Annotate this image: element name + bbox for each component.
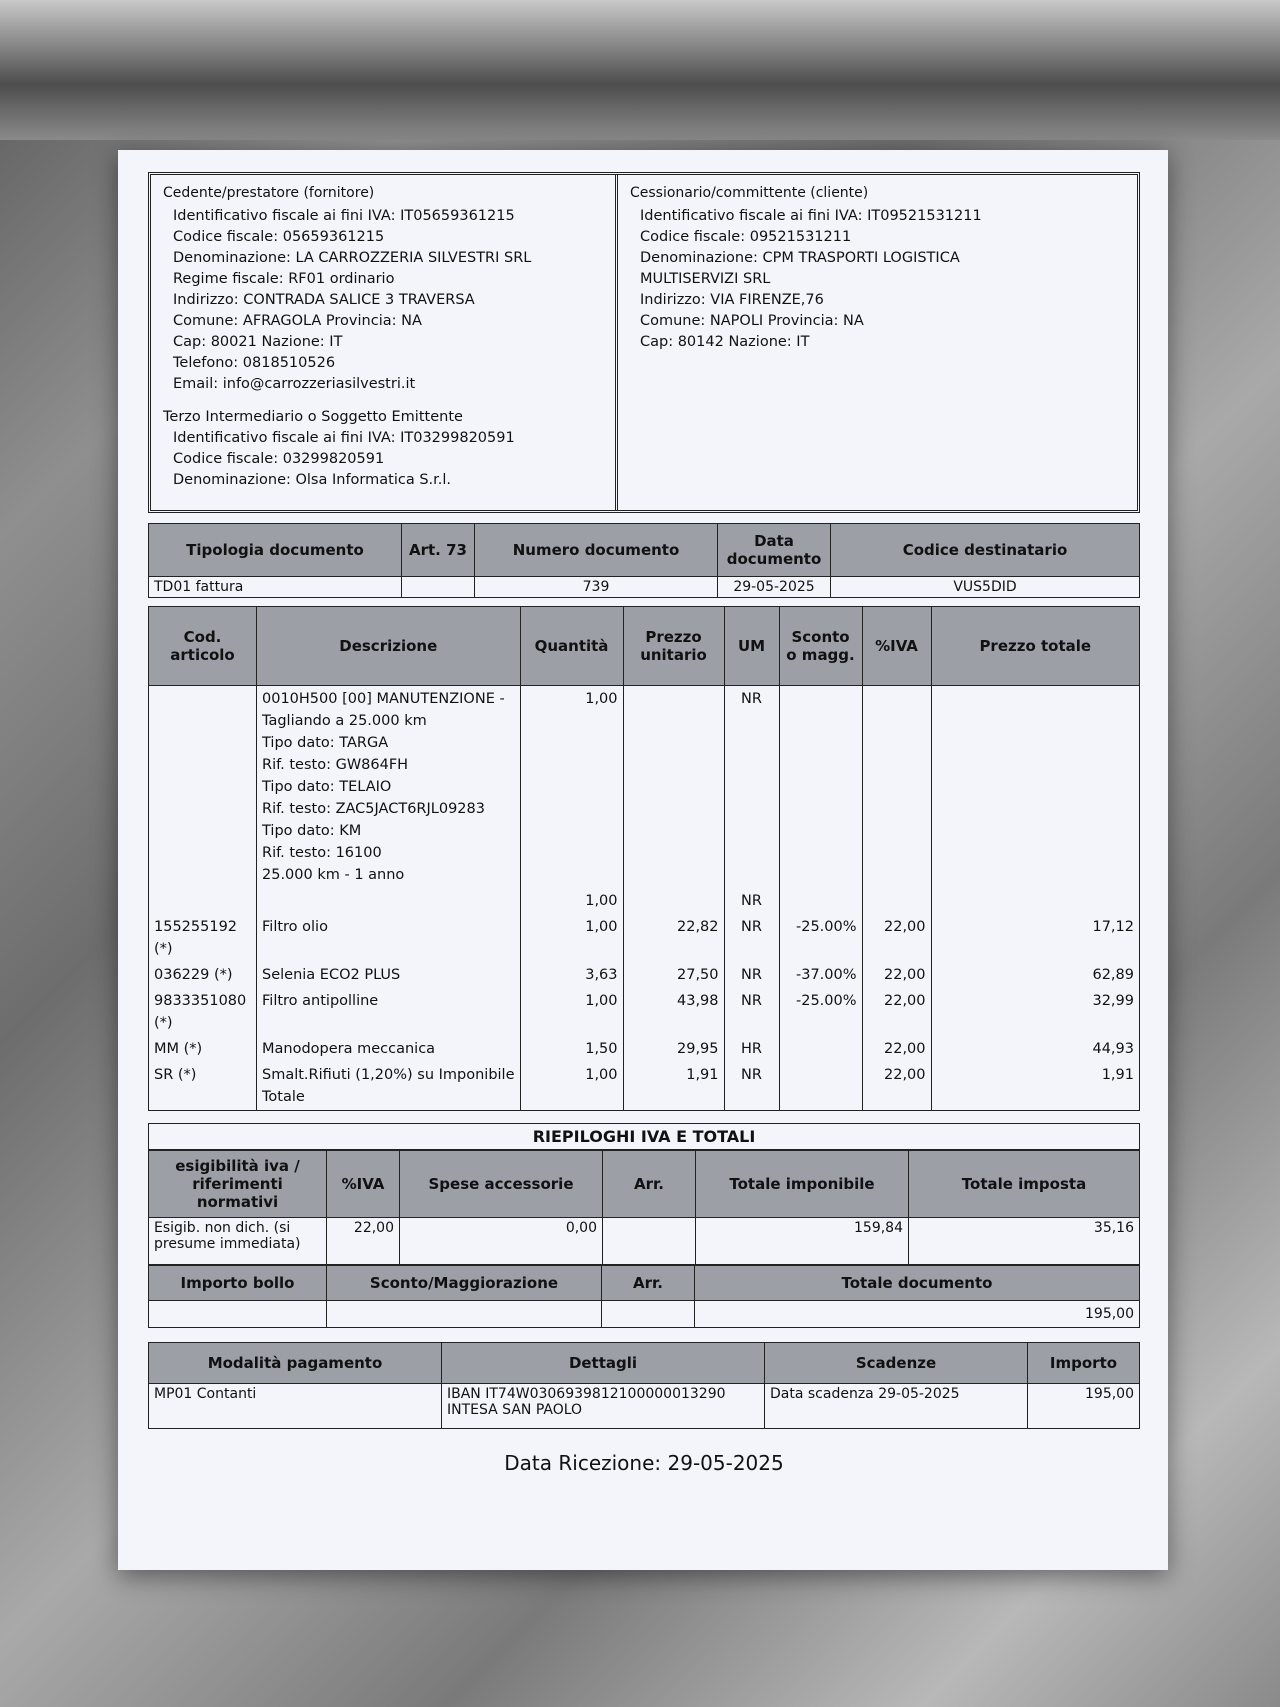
imponibile-value: 159,84	[696, 1218, 909, 1265]
cell-descrizione	[257, 914, 521, 962]
cell-totale: 17,12	[931, 914, 1139, 962]
cell-um: NR	[724, 686, 779, 889]
cell-totale: 32,99	[931, 988, 1139, 1036]
cell-sconto	[779, 1062, 862, 1111]
table-row	[149, 888, 1140, 914]
header-spese: Spese accessorie	[400, 1151, 603, 1218]
modalita-value: MP01 Contanti	[149, 1384, 442, 1429]
cessionario-box	[618, 175, 1137, 510]
banca-value: INTESA SAN PAOLO	[447, 1402, 583, 1418]
cessionario-line: MULTISERVIZI SRL	[640, 271, 771, 287]
description-line: Rif. testo: ZAC5JACT6RJL09283	[262, 801, 485, 817]
description-line: Selenia ECO2 PLUS	[262, 967, 401, 983]
description-line: Rif. testo: GW864FH	[262, 757, 409, 773]
cell-um: NR	[724, 1062, 779, 1111]
header-quantita: Quantità	[520, 607, 623, 686]
invoice-paper	[118, 150, 1168, 1570]
cell-iva: 22,00	[862, 988, 931, 1036]
cell-prezzo-unitario	[623, 686, 724, 889]
cell-prezzo-unitario: 43,98	[623, 988, 724, 1036]
data-value: 29-05-2025	[718, 577, 831, 598]
header-importo: Importo	[1028, 1343, 1140, 1384]
header-riep-arr: Arr.	[603, 1151, 696, 1218]
cessionario-line: Cap: 80142 Nazione: IT	[640, 334, 810, 350]
header-sconto-magg: Sconto/Maggiorazione	[327, 1266, 602, 1301]
cedente-line: Identificativo fiscale ai fini IVA: IT05659361215	[173, 208, 515, 224]
header-codice-destinatario: Codice destinatario	[831, 524, 1140, 577]
scadenze-value: Data scadenza 29-05-2025	[765, 1384, 1028, 1429]
cell-quantita: 1,00	[520, 888, 623, 914]
cell-descrizione	[257, 988, 521, 1036]
cessionario-line: Identificativo fiscale ai fini IVA: IT09521531211	[640, 208, 982, 224]
header-iva: %IVA	[862, 607, 931, 686]
cell-descrizione	[257, 1036, 521, 1062]
header-bollo: Importo bollo	[149, 1266, 327, 1301]
table-row	[149, 962, 1140, 988]
importo-value: 195,00	[1028, 1384, 1140, 1429]
cell-totale	[931, 888, 1139, 914]
description-line: Tipo dato: TELAIO	[262, 779, 392, 795]
totale-documento-value: 195,00	[695, 1301, 1140, 1328]
riep-iva-value: 22,00	[327, 1218, 400, 1265]
imposta-value: 35,16	[909, 1218, 1140, 1265]
cedente-line: Telefono: 0818510526	[173, 355, 336, 371]
cell-quantita: 1,50	[520, 1036, 623, 1062]
cell-totale	[931, 686, 1139, 889]
cell-quantita: 3,63	[520, 962, 623, 988]
header-riep-arr2: Arr.	[602, 1266, 695, 1301]
header-descrizione: Descrizione	[257, 607, 521, 686]
cell-descrizione	[257, 1062, 521, 1111]
description-line: Totale	[262, 1089, 305, 1105]
table-row	[149, 1036, 1140, 1062]
line-items-body	[149, 686, 1140, 1111]
header-data: Data documento	[718, 524, 831, 577]
description-line: Rif. testo: 16100	[262, 845, 382, 861]
cell-cod	[149, 888, 257, 914]
cell-quantita: 1,00	[520, 1062, 623, 1111]
cell-cod: SR (*)	[149, 1062, 257, 1111]
cell-sconto	[779, 888, 862, 914]
header-scadenze: Scadenze	[765, 1343, 1028, 1384]
cedente-line: Indirizzo: CONTRADA SALICE 3 TRAVERSA	[173, 292, 475, 308]
dettagli-value	[442, 1384, 765, 1429]
spese-value: 0,00	[400, 1218, 603, 1265]
cell-descrizione	[257, 962, 521, 988]
bollo-value	[149, 1301, 327, 1328]
header-um: UM	[724, 607, 779, 686]
cell-descrizione	[257, 888, 521, 914]
description-line: Tipo dato: TARGA	[262, 735, 389, 751]
description-line: 25.000 km - 1 anno	[262, 867, 405, 883]
description-line: Smalt.Rifiuti (1,20%) su Imponibile	[262, 1067, 515, 1083]
cell-um: NR	[724, 962, 779, 988]
riepilogo-table	[148, 1150, 1140, 1265]
numero-value: 739	[475, 577, 718, 598]
riep-arr2-value	[602, 1301, 695, 1328]
cell-cod: 9833351080 (*)	[149, 988, 257, 1036]
line-items-table	[148, 606, 1140, 1111]
iban-value: IBAN IT74W0306939812100000013290	[447, 1386, 726, 1402]
header-totale-documento: Totale documento	[695, 1266, 1140, 1301]
riep-arr-value	[603, 1218, 696, 1265]
terzo-line: Denominazione: Olsa Informatica S.r.l.	[173, 472, 452, 488]
header-modalita: Modalità pagamento	[149, 1343, 442, 1384]
cell-iva: 22,00	[862, 1062, 931, 1111]
tipologia-value: TD01 fattura	[149, 577, 402, 598]
cell-iva	[862, 686, 931, 889]
header-sconto: Sconto o magg.	[779, 607, 862, 686]
header-art73: Art. 73	[402, 524, 475, 577]
invoice-content	[148, 172, 1140, 1475]
cell-um: NR	[724, 988, 779, 1036]
header-prezzo-totale: Prezzo totale	[931, 607, 1139, 686]
data-ricezione: Data Ricezione: 29-05-2025	[504, 1451, 784, 1475]
cedente-line: Regime fiscale: RF01 ordinario	[173, 271, 395, 287]
cessionario-line: Denominazione: CPM TRASPORTI LOGISTICA	[640, 250, 960, 266]
cell-cod	[149, 686, 257, 889]
cell-um: HR	[724, 1036, 779, 1062]
description-line: 0010H500 [00] MANUTENZIONE -	[262, 691, 505, 707]
table-row	[149, 686, 1140, 889]
cell-sconto: -37.00%	[779, 962, 862, 988]
terzo-heading: Terzo Intermediario o Soggetto Emittente	[163, 409, 463, 425]
cedente-line: Comune: AFRAGOLA Provincia: NA	[173, 313, 422, 329]
cell-cod: MM (*)	[149, 1036, 257, 1062]
cedente-line: Email: info@carrozzeriasilvestri.it	[173, 376, 416, 392]
sconto-magg-value	[327, 1301, 602, 1328]
steel-background-top	[0, 0, 1280, 140]
cedente-line: Cap: 80021 Nazione: IT	[173, 334, 343, 350]
cessionario-line: Comune: NAPOLI Provincia: NA	[640, 313, 864, 329]
description-line: Tipo dato: KM	[262, 823, 362, 839]
riepilogo-title: RIEPILOGHI IVA E TOTALI	[148, 1123, 1140, 1150]
cell-iva: 22,00	[862, 1036, 931, 1062]
cessionario-heading: Cessionario/committente (cliente)	[630, 185, 869, 201]
cell-iva: 22,00	[862, 962, 931, 988]
header-imposta: Totale imposta	[909, 1151, 1140, 1218]
header-dettagli: Dettagli	[442, 1343, 765, 1384]
cell-prezzo-unitario	[623, 888, 724, 914]
description-line: Manodopera meccanica	[262, 1041, 436, 1057]
document-info-table	[148, 523, 1140, 598]
cell-cod: 155255192 (*)	[149, 914, 257, 962]
cedente-line: Codice fiscale: 05659361215	[173, 229, 385, 245]
cessionario-line: Indirizzo: VIA FIRENZE,76	[640, 292, 824, 308]
art73-value	[402, 577, 475, 598]
esigibilita-value: Esigib. non dich. (si presume immediata)	[149, 1218, 327, 1265]
cell-descrizione	[257, 686, 521, 889]
cell-sconto	[779, 1036, 862, 1062]
header-esigibilita: esigibilità iva / riferimenti normativi	[149, 1151, 327, 1218]
cell-iva: 22,00	[862, 914, 931, 962]
cedente-line: Denominazione: LA CARROZZERIA SILVESTRI SRL	[173, 250, 532, 266]
parties-box	[148, 172, 1140, 513]
description-line: Filtro antipolline	[262, 993, 379, 1009]
cell-sconto: -25.00%	[779, 988, 862, 1036]
header-prezzo-unitario: Prezzo unitario	[623, 607, 724, 686]
header-tipologia: Tipologia documento	[149, 524, 402, 577]
cell-quantita: 1,00	[520, 686, 623, 889]
header-imponibile: Totale imponibile	[696, 1151, 909, 1218]
cell-prezzo-unitario: 1,91	[623, 1062, 724, 1111]
cell-totale: 44,93	[931, 1036, 1139, 1062]
terzo-line: Identificativo fiscale ai fini IVA: IT03299820591	[173, 430, 515, 446]
cell-um: NR	[724, 888, 779, 914]
cell-prezzo-unitario: 22,82	[623, 914, 724, 962]
cessionario-line: Codice fiscale: 09521531211	[640, 229, 852, 245]
cell-sconto	[779, 686, 862, 889]
cell-quantita: 1,00	[520, 988, 623, 1036]
table-row	[149, 1062, 1140, 1111]
cell-um: NR	[724, 914, 779, 962]
cell-totale: 62,89	[931, 962, 1139, 988]
table-row	[149, 988, 1140, 1036]
cell-iva	[862, 888, 931, 914]
cell-prezzo-unitario: 27,50	[623, 962, 724, 988]
table-row	[149, 914, 1140, 962]
cell-prezzo-unitario: 29,95	[623, 1036, 724, 1062]
cedente-heading: Cedente/prestatore (fornitore)	[163, 185, 375, 201]
terzo-line: Codice fiscale: 03299820591	[173, 451, 385, 467]
cell-sconto: -25.00%	[779, 914, 862, 962]
codice-destinatario-value: VUS5DID	[831, 577, 1140, 598]
riepilogo-totali-table	[148, 1265, 1140, 1328]
description-line: Filtro olio	[262, 919, 328, 935]
cell-totale: 1,91	[931, 1062, 1139, 1111]
cell-quantita: 1,00	[520, 914, 623, 962]
cell-cod: 036229 (*)	[149, 962, 257, 988]
description-line: Tagliando a 25.000 km	[262, 713, 427, 729]
header-numero: Numero documento	[475, 524, 718, 577]
cedente-box	[151, 175, 618, 510]
payment-table	[148, 1342, 1140, 1429]
header-cod: Cod. articolo	[149, 607, 257, 686]
header-riep-iva: %IVA	[327, 1151, 400, 1218]
